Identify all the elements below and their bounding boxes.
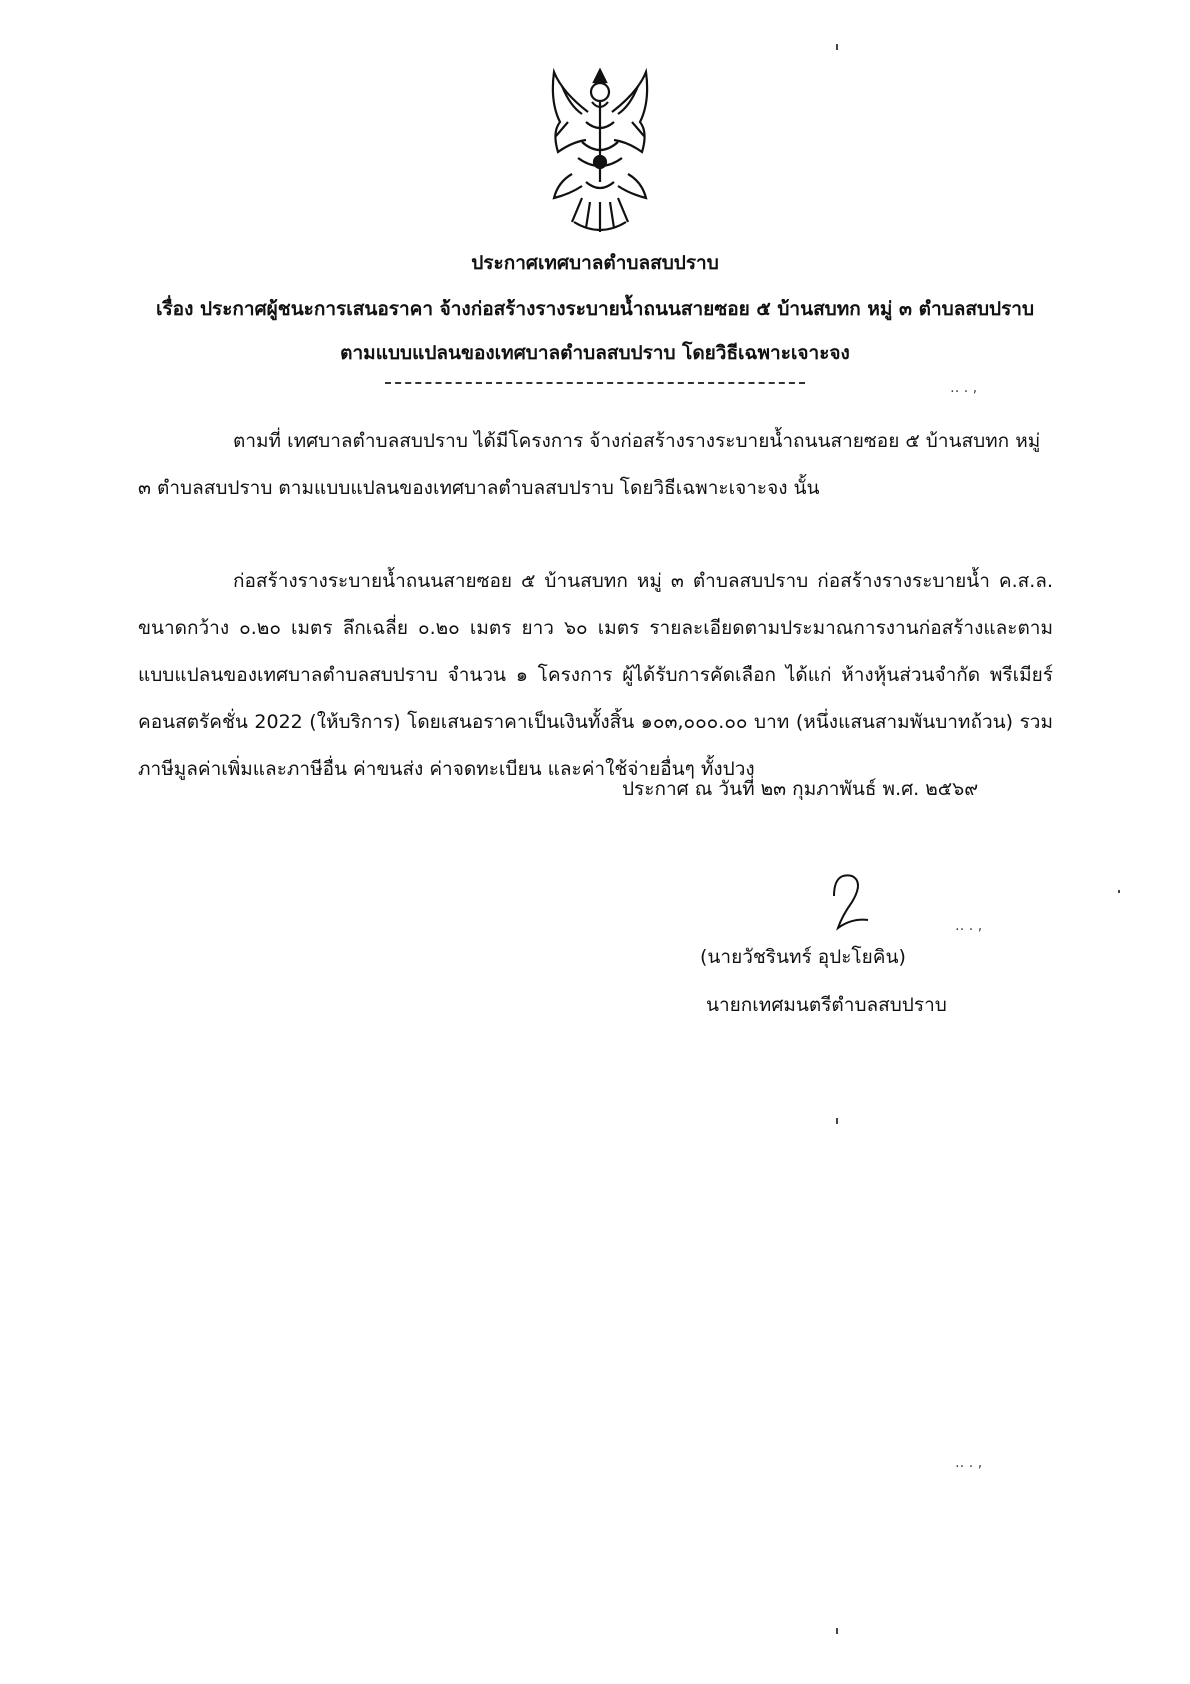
signatory-name: (นายวัชรินทร์ อุปะโยคิน) [700,946,906,968]
margin-dot [836,1118,838,1124]
subject-line-1: เรื่อง ประกาศผู้ชนะการเสนอราคา จ้างก่อสร้างรางระบายน้ำถนนสายซอย ๕ บ้านสบทก หมู่ ๓ ตำบลสบปราบ [155,298,1035,320]
margin-mark: ‥ . , [950,380,978,396]
margin-dot [836,1628,838,1634]
body-paragraph-1: ตามที่ เทศบาลตำบลสบปราบ ได้มีโครงการ จ้างก่อสร้างรางระบายน้ำถนนสายซอย ๕ บ้านสบทก หมู่ ๓ ตำบลสบปราบ ตามแบบแปลนของเทศบาลตำบลสบปราบ โดยวิธีเฉพาะเจาะจง นั้น [138,430,1041,499]
signatory-position: นายกเทศมนตรีตำบลสบปราบ [706,994,947,1016]
margin-mark: ‥ . , [955,1455,983,1471]
separator-line [385,382,805,384]
margin-dot [1118,890,1120,893]
body-paragraph-2: ก่อสร้างรางระบายน้ำถนนสายซอย ๕ บ้านสบทก หมู่ ๓ ตำบลสบปราบ ก่อสร้างรางระบายน้ำ ค.ส.ล. ขนาดกว้าง ๐.๒๐ เมตร ลึกเฉลี่ย ๐.๒๐ เมตร ยาว ๖๐ เมตร รายละเอียดตามประมาณการงานก่อสร้างและตามแบบแปลนของเทศบาลตำบลสบปราบ จำนวน ๑ โครงการ ผู้ได้รับการคัดเลือก ได้แก่ ห้างหุ้นส่วนจำกัด พรีเมียร์ คอนสตรัคชั่น 2022 (ให้บริการ) โดยเสนอราคาเป็นเงินทั้งสิ้น ๑๐๓,๐๐๐.๐๐ บาท (หนึ่งแสนสามพันบาทถ้วน) รวมภาษีมูลค่าเพิ่มและภาษีอื่น ค่าขนส่ง ค่าจดทะเบียน และค่าใช้จ่ายอื่นๆ ทั้งปวง [138,570,1053,780]
garuda-emblem-icon [542,62,658,240]
margin-mark: ‥ . , [955,918,983,934]
margin-dot [836,44,838,50]
subject-line-2: ตามแบบแปลนของเทศบาลตำบลสบปราบ โดยวิธีเฉพาะเจาะจง [340,342,850,364]
signature-icon [812,868,882,938]
document-title: ประกาศเทศบาลตำบลสบปราบ [471,252,719,274]
announcement-date: ประกาศ ณ วันที่ ๒๓ กุมภาพันธ์ พ.ศ. ๒๕๖๙ [622,778,979,800]
